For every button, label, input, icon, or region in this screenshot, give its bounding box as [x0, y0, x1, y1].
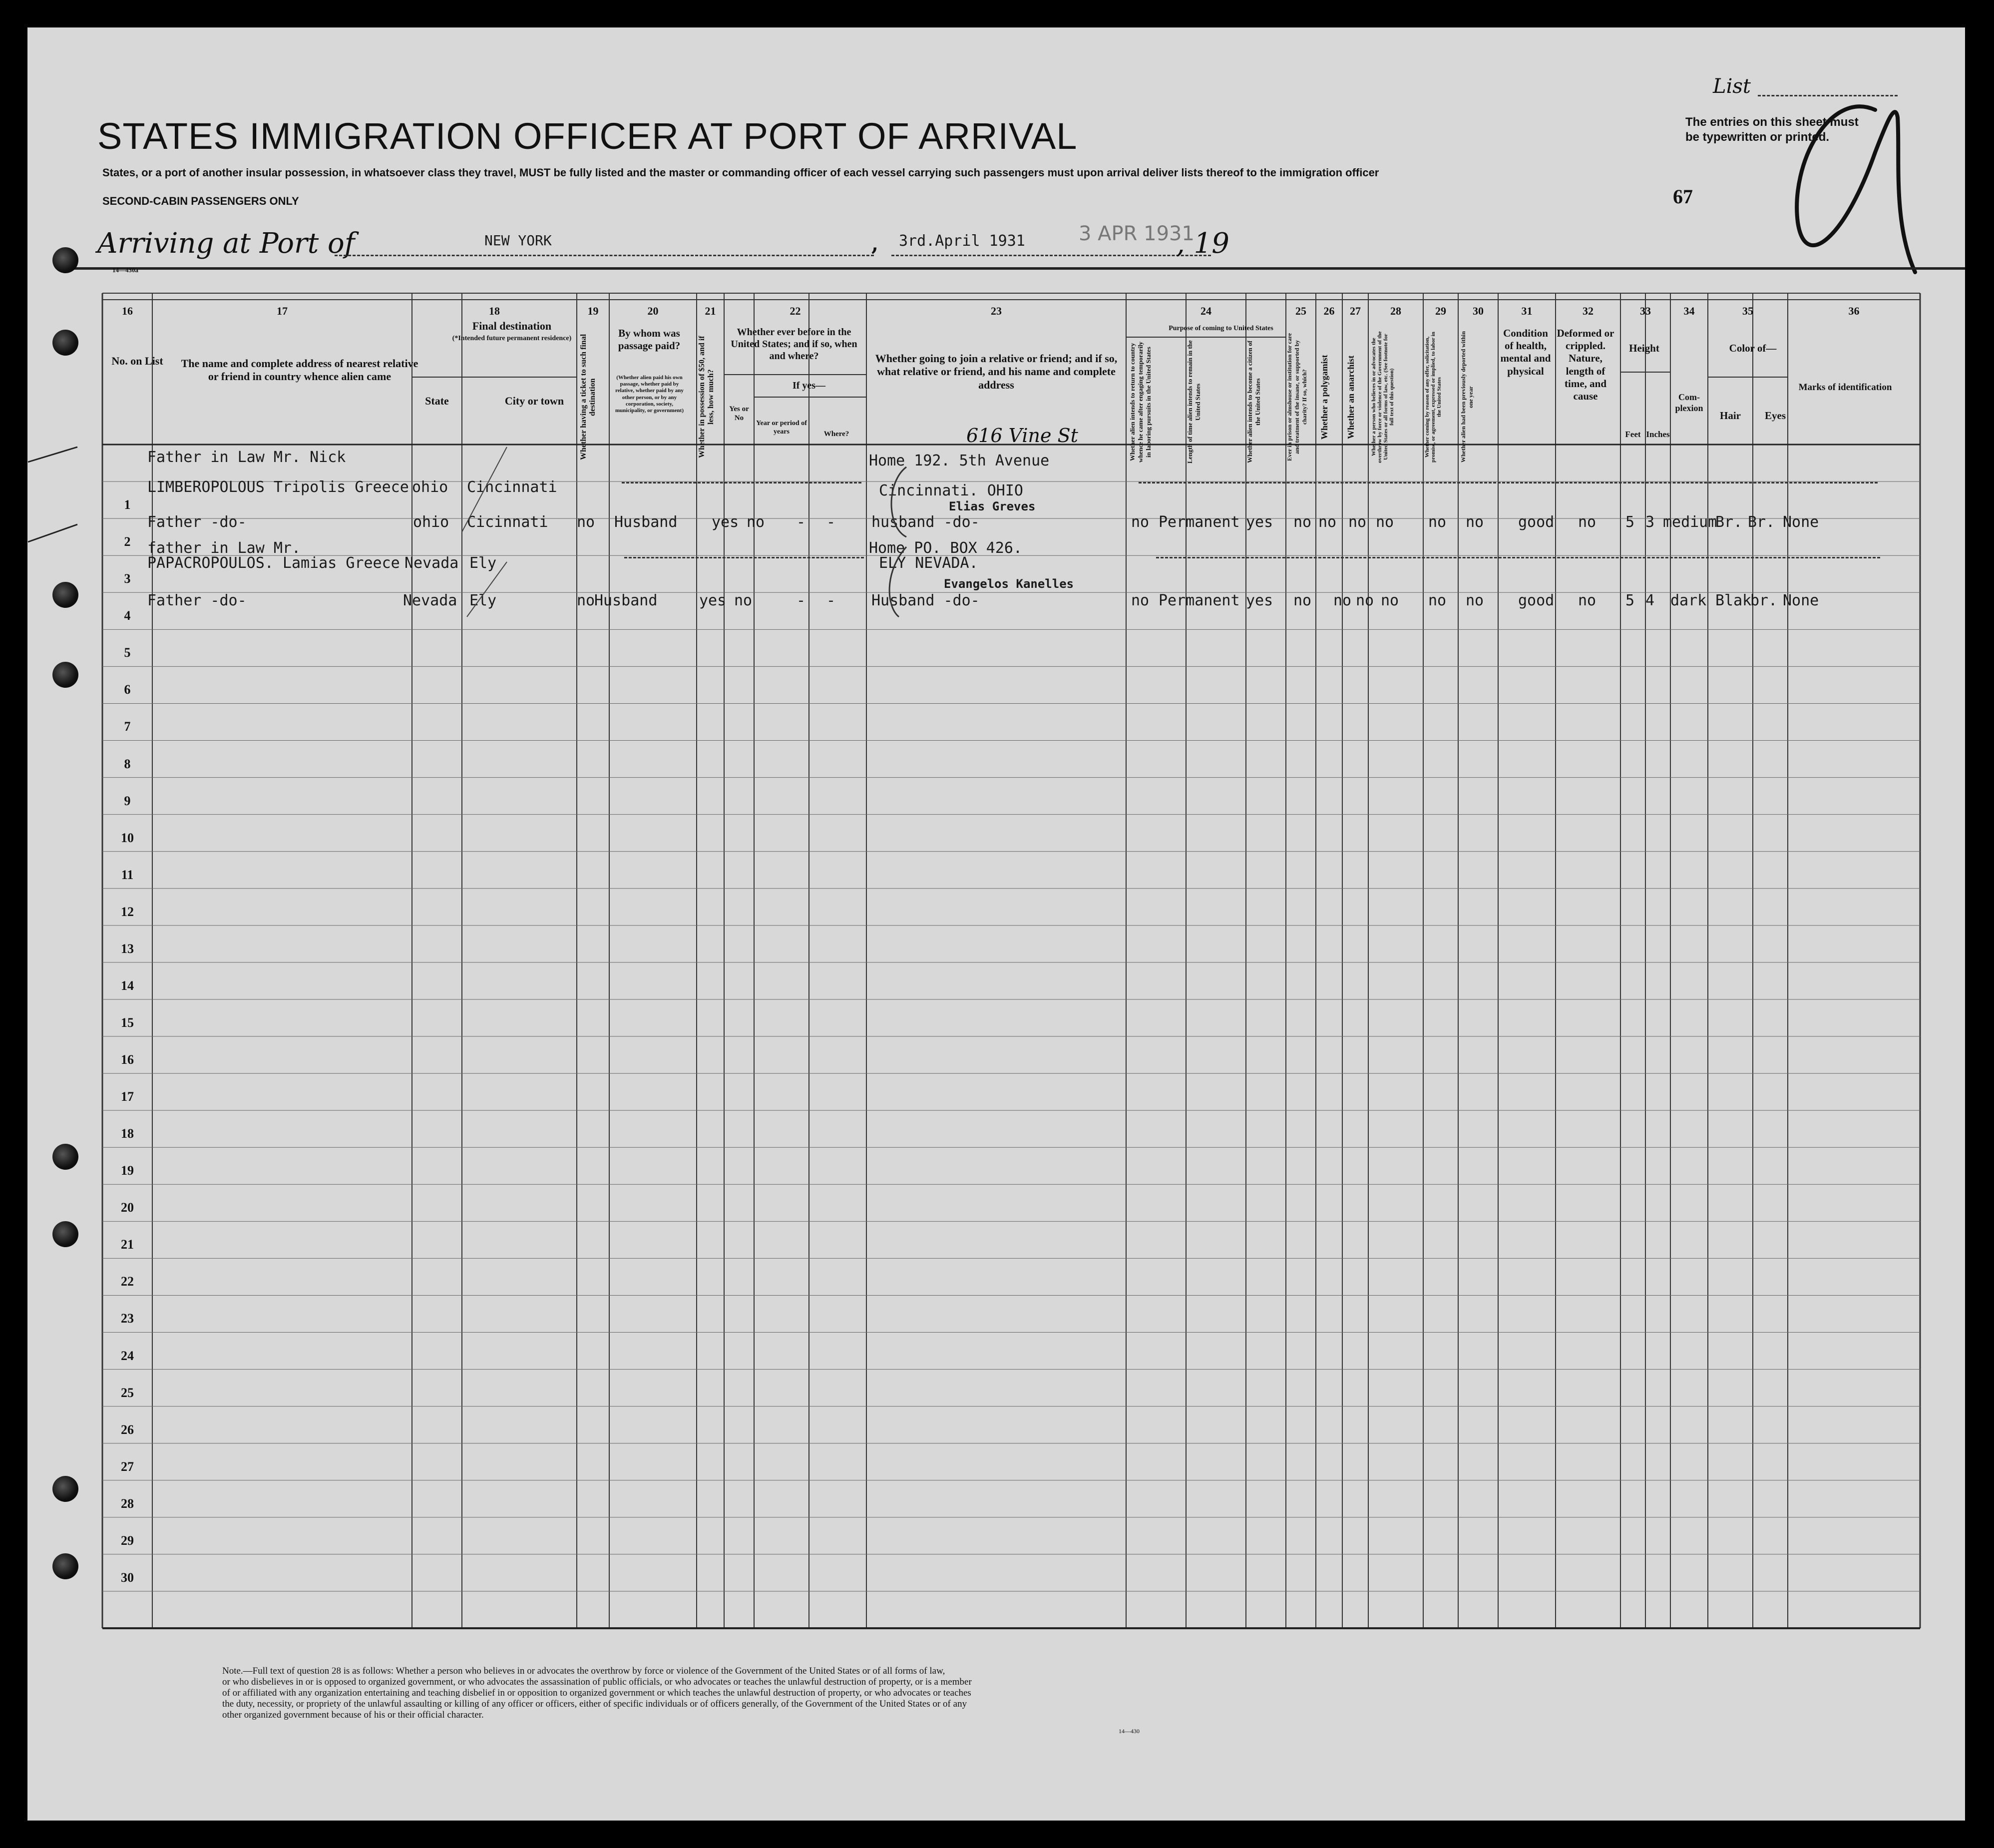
- cabin-class: SECOND-CABIN PASSENGERS ONLY: [102, 195, 299, 207]
- row-number-23: 23: [121, 1311, 134, 1326]
- r1-join-handwritten: 616 Vine St: [966, 425, 1078, 447]
- row-number-1: 1: [124, 497, 131, 512]
- column-number-30: 30: [1473, 305, 1484, 317]
- header-year-period: Year or period of years: [756, 420, 807, 436]
- row-number-26: 26: [121, 1422, 134, 1437]
- header-where: Where?: [823, 430, 849, 438]
- page-title: STATES IMMIGRATION OFFICER AT PORT OF ARRIVAL: [97, 115, 1078, 157]
- row-number-15: 15: [121, 1015, 134, 1030]
- r2-join: husband -do-: [871, 513, 980, 531]
- column-number-36: 36: [1848, 305, 1860, 317]
- footnote-line: other organized government because of his or their official character.: [222, 1710, 484, 1720]
- r4-deformed: no: [1578, 592, 1596, 609]
- r4-join: Husband -do-: [871, 592, 980, 609]
- row-number-25: 25: [121, 1385, 134, 1400]
- row-number-30: 30: [121, 1570, 134, 1585]
- r2-eyes: Br.: [1748, 513, 1775, 531]
- row-number-9: 9: [124, 793, 131, 808]
- column-number-18: 18: [489, 305, 500, 317]
- column-number-22: 22: [790, 305, 801, 317]
- header-joining: Whether going to join a relative or friend; and if so, what relative or friend, and his name and complete address: [875, 352, 1118, 391]
- r2-year: -: [797, 513, 806, 531]
- column-number-20: 20: [647, 305, 659, 317]
- row-number-10: 10: [121, 830, 134, 845]
- r2-name: Elias Greves: [949, 499, 1036, 513]
- r4-name: Evangelos Kanelles: [944, 577, 1074, 591]
- r1-join-b: Cincinnati. OHIO: [879, 482, 1023, 499]
- year-suffix: , 19: [1176, 227, 1229, 260]
- row-number-20: 20: [121, 1200, 134, 1215]
- header-yes-no: Yes or No: [729, 405, 749, 422]
- manifest-sheet: [27, 27, 1965, 1821]
- r4-c27: no: [1356, 592, 1374, 609]
- column-number-32: 32: [1583, 305, 1594, 317]
- header-c29: Whether coming by reason of any offer, solicitation, promise, or agreement, expressed or implied, to labor in the United States: [1424, 332, 1442, 462]
- r2-marks: None: [1783, 513, 1819, 531]
- column-number-24: 24: [1200, 305, 1211, 317]
- header-nearest-relative: The name and complete address of nearest relative or friend in country whence alien came: [181, 357, 418, 383]
- r4-eyes: br.: [1750, 592, 1778, 609]
- port-name: NEW YORK: [484, 232, 552, 249]
- r4-complexion: dark: [1670, 592, 1707, 609]
- list-label: List: [1713, 75, 1751, 98]
- header-c25: Ever in prison or almshouse or institution for care and treatment of the insane, or supported by charity? If so, which?: [1286, 333, 1308, 462]
- arriving-label: Arriving at Port of: [97, 227, 355, 260]
- punch-hole: [52, 1553, 78, 1579]
- r4-c28: no: [1381, 592, 1399, 609]
- r3-city: Ely: [469, 554, 497, 572]
- header-c24c: Whether alien intends to become a citizen of the United States: [1246, 341, 1261, 463]
- r4-c29: no: [1428, 592, 1447, 609]
- row-number-3: 3: [124, 571, 131, 586]
- r4-passage: Husband: [594, 592, 658, 609]
- r3-state: Nevada: [404, 554, 459, 572]
- r2-ticket: no: [577, 513, 595, 531]
- punch-hole: [52, 662, 78, 688]
- r2-c25: no: [1293, 513, 1312, 531]
- header-if-yes: If yes—: [792, 380, 826, 391]
- r2-c30: no: [1466, 513, 1484, 531]
- header-eyes: Eyes: [1765, 410, 1786, 422]
- r2-deformed: no: [1578, 513, 1596, 531]
- column-number-19: 19: [587, 305, 599, 317]
- r2-health: good: [1518, 513, 1555, 531]
- r2-state: ohio: [413, 513, 449, 531]
- r4-marks: None: [1783, 592, 1819, 609]
- row-number-22: 22: [121, 1274, 134, 1289]
- footnote-line: or who disbelieves in or is opposed to organized government, or who advocates the assassination of public officials, or who advocates or teaches the unlawful destruction of property, or is a member: [222, 1677, 972, 1687]
- column-number-23: 23: [991, 305, 1002, 317]
- header-c24b: Length of time alien intends to remain in the United States: [1186, 340, 1201, 464]
- r2-relative: Father -do-: [147, 513, 247, 531]
- r2-inches: 3: [1645, 513, 1655, 531]
- row-number-19: 19: [121, 1163, 134, 1178]
- r3-relative-b: PAPACROPOULOS. Lamias Greece: [147, 554, 400, 572]
- r4-c25: no: [1293, 592, 1312, 609]
- column-number-28: 28: [1390, 305, 1401, 317]
- form-number: 14—430a: [112, 266, 138, 274]
- row-number-28: 28: [121, 1496, 134, 1511]
- header-marks: Marks of identification: [1798, 382, 1892, 393]
- r2-feet: 5: [1625, 513, 1635, 531]
- row-number-6: 6: [124, 682, 131, 697]
- r4-relative: Father -do-: [147, 592, 247, 609]
- r2-return: no: [1131, 513, 1150, 531]
- column-number-34: 34: [1683, 305, 1695, 317]
- row-number-2: 2: [124, 534, 131, 549]
- r3-join-a: Home PO. BOX 426.: [869, 539, 1023, 557]
- punch-hole: [52, 1476, 78, 1502]
- footnote-line: Note.—Full text of question 28 is as follows: Whether a person who believes in or advocates the overthrow by force or violence of the Government of the United States or of all forms of law,: [222, 1666, 945, 1676]
- column-number-35: 35: [1742, 305, 1753, 317]
- r2-passage: Husband: [614, 513, 678, 531]
- arrival-date: 3rd.April 1931: [899, 232, 1025, 250]
- row-number-24: 24: [121, 1348, 134, 1363]
- r4-hair: Blak: [1715, 592, 1752, 609]
- instructions-text: States, or a port of another insular possession, in whatsoever class they travel, MUST be fully listed and the master or commanding officer of each vessel carrying such passengers must upon arrival deliver lists thereof to the immigration officer: [102, 166, 1379, 179]
- r2-before: no: [747, 513, 765, 531]
- r4-citizen: yes: [1246, 592, 1273, 609]
- r1-city: Cincinnati: [467, 478, 557, 496]
- r2-c28: no: [1376, 513, 1394, 531]
- row-number-4: 4: [124, 608, 131, 623]
- header-c28: Whether a person who believes in or advocates the overthrow by force or violence of the Government of the United States or all forms of law, etc. (See footnote for full text of this question): [1371, 331, 1395, 463]
- row-number-12: 12: [121, 904, 134, 919]
- header-no-on-list: No. on List: [111, 355, 163, 367]
- column-number-31: 31: [1521, 305, 1533, 317]
- r2-money: yes: [712, 513, 739, 531]
- header-passage: By whom was passage paid?: [618, 327, 681, 352]
- column-number-33: 33: [1640, 305, 1651, 317]
- r1-state: ohio: [412, 478, 448, 496]
- row-number-11: 11: [121, 867, 134, 882]
- r2-hair: Br.: [1715, 513, 1743, 531]
- r4-where: -: [826, 592, 836, 609]
- r1-relative-a: Father in Law Mr. Nick: [147, 449, 346, 466]
- r4-inches: 4: [1645, 592, 1655, 609]
- header-final-destination-sub: (*Intended future permanent residence): [452, 335, 572, 342]
- header-feet: Feet: [1625, 430, 1641, 439]
- r2-c29: no: [1428, 513, 1447, 531]
- r4-before: no: [734, 592, 753, 609]
- r4-health: good: [1518, 592, 1555, 609]
- r2-c26: no: [1318, 513, 1337, 531]
- row-number-7: 7: [124, 719, 131, 734]
- typewritten-note: The entries on this sheet must be typewritten or printed.: [1685, 115, 1859, 144]
- r4-c26: no: [1333, 592, 1352, 609]
- column-number-27: 27: [1350, 305, 1361, 317]
- r4-return: no: [1131, 592, 1150, 609]
- header-color-of: Color of—: [1729, 342, 1777, 354]
- row-number-18: 18: [121, 1126, 134, 1141]
- r2-length: Permanent: [1159, 513, 1240, 531]
- header-passage-sub: (Whether alien paid his own passage, whether paid by relative, whether paid by any other person, or by any corporation, society, municipality, or government): [615, 375, 684, 414]
- punch-hole: [52, 1144, 78, 1170]
- header-hair: Hair: [1720, 410, 1741, 422]
- row-number-17: 17: [121, 1089, 134, 1104]
- column-number-16: 16: [122, 305, 133, 317]
- header-inches: Inches: [1646, 430, 1670, 439]
- column-number-29: 29: [1435, 305, 1446, 317]
- r2-where: -: [826, 513, 836, 531]
- column-number-26: 26: [1323, 305, 1335, 317]
- header-purpose: Purpose of coming to United States: [1169, 325, 1273, 332]
- r1-join-a: Home 192. 5th Avenue: [869, 452, 1050, 469]
- r4-c30: no: [1466, 592, 1484, 609]
- column-number-17: 17: [277, 305, 288, 317]
- comma: ,: [871, 232, 878, 256]
- row-number-21: 21: [121, 1237, 134, 1252]
- page-number: 67: [1673, 185, 1693, 208]
- row-number-8: 8: [124, 756, 131, 771]
- r4-ticket: no: [577, 592, 595, 609]
- column-number-25: 25: [1295, 305, 1306, 317]
- footnote-line: the duty, necessity, or propriety of the unlawful assaulting or killing of any officer or officers, either of specific individuals or of officers generally, of the Government of the United States or of any: [222, 1699, 967, 1709]
- header-before-us: Whether ever before in the United States; and if so, when and where?: [731, 327, 857, 362]
- row-number-16: 16: [121, 1052, 134, 1067]
- header-money: Whether in possession of $50, and if less, how much?: [698, 336, 715, 459]
- r2-complexion: medium: [1663, 513, 1717, 531]
- r4-state: Nevada: [403, 592, 457, 609]
- r3-relative-a: father in Law Mr.: [147, 539, 301, 557]
- r2-citizen: yes: [1246, 513, 1273, 531]
- r4-feet: 5: [1625, 592, 1635, 609]
- date-stamp: 3 APR 1931: [1079, 222, 1195, 245]
- header-c24a: Whether alien intends to return to country whence he came after engaging temporarily in laboring pursuits in the United States: [1129, 342, 1152, 463]
- header-c30: Whether alien had been previously deported within one year: [1460, 331, 1474, 463]
- r1-relative-b: LIMBEROPOLOUS Tripolis Greece: [147, 478, 409, 496]
- r4-money: yes: [699, 592, 727, 609]
- header-city: City or town: [504, 395, 564, 407]
- header-height: Height: [1629, 342, 1659, 354]
- header-deformed: Deformed or crippled. Nature, length of time, and cause: [1557, 327, 1614, 402]
- header-complexion: Com- plexion: [1675, 392, 1703, 413]
- r3-join-b: ELY NEVADA.: [879, 554, 978, 572]
- footnote-line: of or affiliated with any organization entertaining and teaching disbelief in or opposition to organized government or which teaches the unlawful destruction of property, or who advocates or teaches: [222, 1688, 971, 1698]
- r2-c27: no: [1348, 513, 1367, 531]
- row-number-14: 14: [121, 978, 134, 993]
- row-number-29: 29: [121, 1533, 134, 1548]
- footnote: [222, 1666, 1521, 1721]
- header-ticket: Whether having a ticket to such final destination: [579, 334, 597, 461]
- r2-city: Cicinnati: [467, 513, 548, 531]
- header-state: State: [425, 395, 449, 407]
- row-number-13: 13: [121, 941, 134, 956]
- punch-hole: [52, 330, 78, 356]
- punch-hole: [52, 247, 78, 273]
- punch-hole: [52, 582, 78, 608]
- header-c26: Whether a polygamist: [1319, 355, 1329, 440]
- header-condition: Condition of health, mental and physical: [1500, 327, 1551, 377]
- footnote-form-number: 14—430: [1119, 1728, 1140, 1735]
- header-final-destination: Final destination: [472, 320, 552, 332]
- header-c27: Whether an anarchist: [1346, 355, 1356, 439]
- punch-hole: [52, 1221, 78, 1247]
- column-number-21: 21: [705, 305, 716, 317]
- r4-city: Ely: [469, 592, 497, 609]
- r4-year: -: [797, 592, 806, 609]
- r4-length: Permanent: [1159, 592, 1240, 609]
- row-number-27: 27: [121, 1459, 134, 1474]
- row-number-5: 5: [124, 645, 131, 660]
- handwritten-marks: [27, 27, 1965, 677]
